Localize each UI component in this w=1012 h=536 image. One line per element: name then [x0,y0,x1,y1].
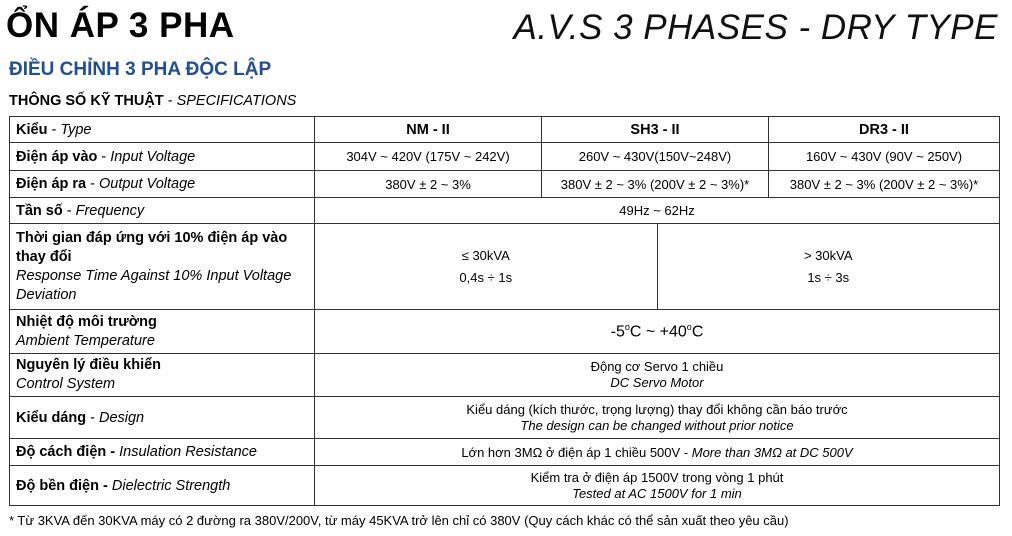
footnote: * Từ 3KVA đến 30KVA máy có 2 đường ra 380V/200V, từ máy 45KVA trở lên chỉ có 380V (Quy cách khác có thể sản xuất theo yêu cầu) [9,513,789,528]
table-row-frequency [10,198,1000,224]
label-output-voltage-en: Output Voltage [99,176,196,192]
specifications-heading [9,93,296,109]
frequency-value: 49Hz ~ 62Hz [315,198,1000,224]
spec-heading-en: SPECIFICATIONS [176,93,297,109]
design-value-vn: Kiểu dáng (kích thước, trọng lượng) thay đổi không cần báo trước [466,401,848,417]
insulation-value-vn: Lớn hơn 3MΩ ở điện áp 1 chiều 500V - [461,444,692,460]
spec-heading-separator: - [163,93,177,109]
label-type-vn: Kiểu [16,121,48,138]
spec-heading-vn: THÔNG SỐ KỸ THUẬT [9,93,164,109]
label-insulation [10,439,315,466]
subtitle: ĐIỀU CHỈNH 3 PHA ĐỘC LẬP [9,59,272,80]
page-title-english: A.V.S 3 PHASES - DRY TYPE [513,8,998,47]
response-time-values [315,224,1000,310]
model-nm-ii: NM - II [315,117,542,143]
response-small-value: 0,4s ÷ 1s [459,269,513,285]
label-insulation-en: Insulation Resistance [119,444,257,460]
label-response-time [10,224,315,310]
ambient-value [315,310,1000,354]
ambient-min: -5 [610,323,625,341]
response-time-small [315,224,657,309]
design-value-en: The design can be changed without prior notice [520,417,794,433]
label-design: Kiểu dáng - Design [10,397,315,439]
ambient-unit-max: C [691,323,704,341]
label-ambient-vn: Nhiệt độ môi trường [16,313,157,330]
label-insulation-vn: Độ cách điện - [16,444,116,460]
input-voltage-nm: 304V ~ 420V (175V ~ 242V) [315,143,542,171]
insulation-value-en: More than 3MΩ at DC 500V [691,444,853,460]
input-voltage-sh3: 260V ~ 430V(150V~248V) [542,143,769,171]
label-dielectric-vn: Độ bền điện - [16,477,108,494]
ambient-separator: ~ [641,323,660,341]
label-dielectric-en: Dielectric Strength [111,477,231,494]
response-time-large [657,224,1000,309]
dielectric-value-vn: Kiểm tra ở điện áp 1500V trong vòng 1 phút [530,469,784,485]
page-title: ỔN ÁP 3 PHA [6,6,235,45]
response-large-value: 1s ÷ 3s [807,269,850,285]
table-row-input-voltage [10,143,1000,171]
label-output-voltage: Điện áp ra - Output Voltage [10,171,315,198]
label-frequency-vn: Tần số [16,202,63,219]
table-row-type [10,117,1000,143]
ambient-max: +40 [659,323,687,341]
design-value [315,397,1000,439]
label-type: Kiểu - Type [10,117,315,143]
label-output-voltage-vn: Điện áp ra [16,176,87,192]
label-control [10,354,315,397]
label-control-vn: Nguyên lý điều khiển [16,357,162,373]
label-frequency-en: Frequency [75,202,145,219]
output-voltage-dr3: 380V ± 2 ~ 3% (200V ± 2 ~ 3%)* [769,171,1000,198]
label-input-voltage: Điện áp vào - Input Voltage [10,143,315,171]
label-dielectric [10,466,315,506]
label-input-voltage-en: Input Voltage [110,148,196,165]
dielectric-value-en: Tested at AC 1500V for 1 min [572,485,742,501]
control-value-en: DC Servo Motor [610,375,704,390]
label-design-en: Design [98,409,145,426]
label-design-vn: Kiểu dáng [16,409,87,426]
table-row-dielectric [10,466,1000,506]
output-voltage-nm: 380V ± 2 ~ 3% [315,171,542,198]
table-row-control-system [10,354,1000,397]
degree-mark: o [624,321,630,332]
table-row-design [10,397,1000,439]
table-row-insulation [10,439,1000,466]
control-value-vn: Động cơ Servo 1 chiều [590,359,724,374]
output-voltage-sh3: 380V ± 2 ~ 3% (200V ± 2 ~ 3%)* [542,171,769,198]
table-row-output-voltage [10,171,1000,198]
response-large-range: > 30kVA [803,247,853,263]
label-control-en: Control System [16,376,116,392]
model-sh3-ii: SH3 - II [542,117,769,143]
dielectric-value [315,466,1000,506]
label-ambient-en: Ambient Temperature [16,332,155,349]
input-voltage-dr3: 160V ~ 430V (90V ~ 250V) [769,143,1000,171]
response-small-range: ≤ 30kVA [461,247,510,263]
label-response-time-vn: Thời gian đáp ứng với 10% điện áp vào thay đổi [16,229,288,265]
label-type-en: Type [60,121,92,138]
label-response-time-en: Response Time Against 10% Input Voltage Deviation [16,267,292,303]
table-row-response-time [10,224,1000,310]
label-ambient [10,310,315,354]
specifications-table [9,116,1000,506]
control-value [315,354,1000,397]
degree-mark: o [686,321,692,332]
table-row-ambient-temperature [10,310,1000,354]
model-dr3-ii: DR3 - II [769,117,1000,143]
ambient-unit-min: C [629,323,642,341]
label-frequency: Tần số - Frequency [10,198,315,224]
label-input-voltage-vn: Điện áp vào [16,148,98,165]
insulation-value [315,439,1000,466]
